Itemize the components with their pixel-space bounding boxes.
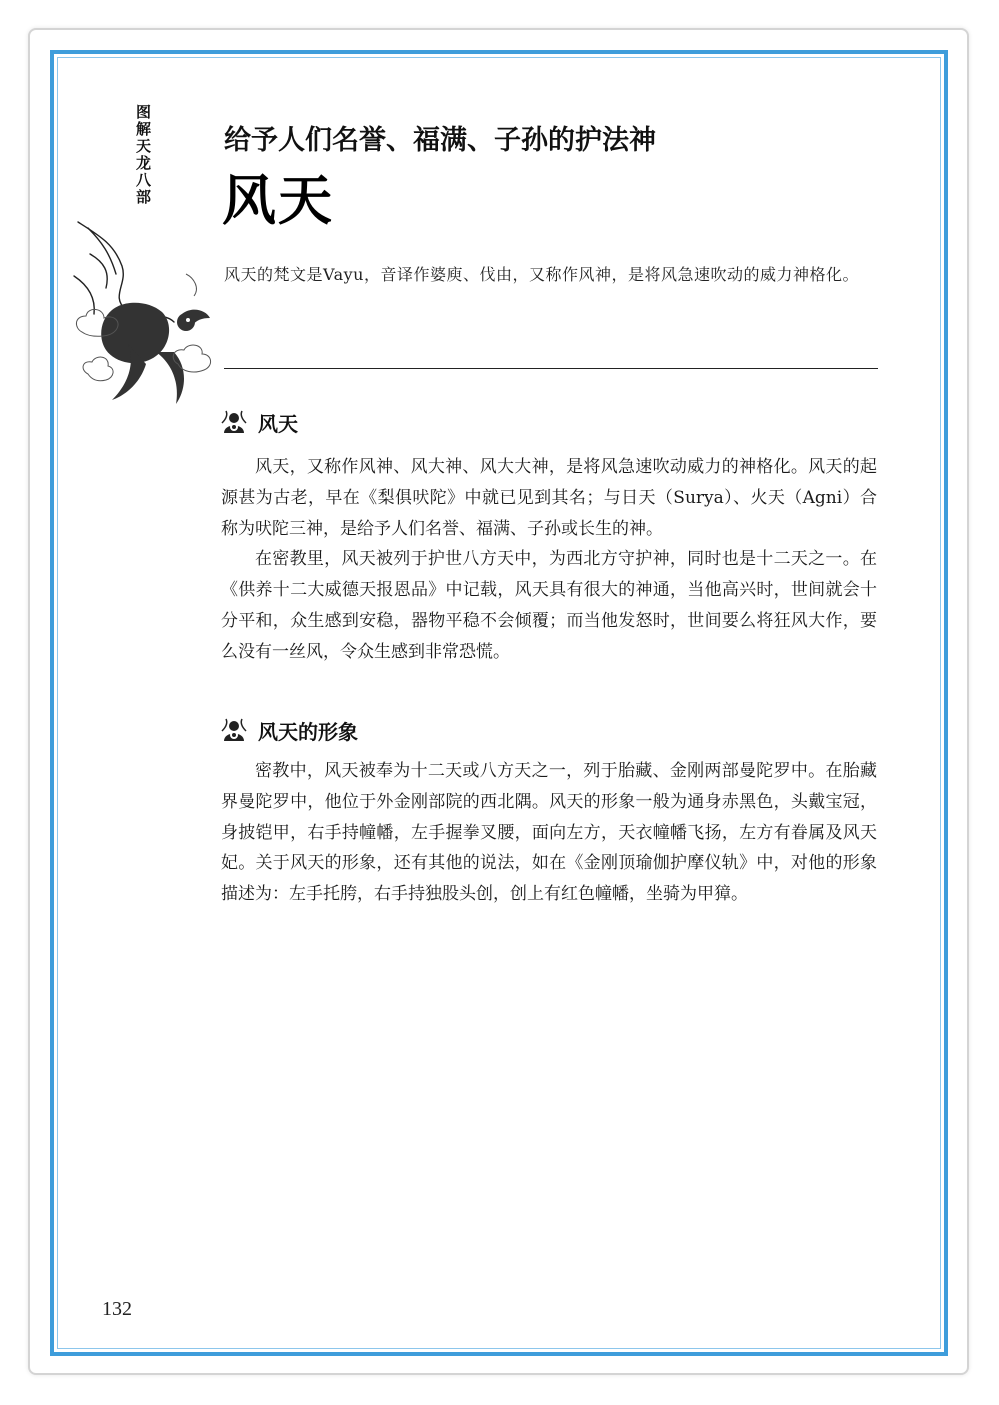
- section-heading-label: 风天的形象: [258, 720, 358, 744]
- body-paragraph: 在密教里，风天被列于护世八方天中，为西北方守护神，同时也是十二天之一。在《供养十二大威德天报恩品》中记载，风天具有很大的神通，当他高兴时，世间就会十分平和，众生感到安稳，器物平稳不会倾覆；而当他发怒时，世间要么将狂风大作，要么没有一丝风，令众生感到非常恐慌。: [221, 549, 877, 662]
- body-paragraph: 风天，又称作风神、风大神、风大大神，是将风急速吹动威力的神格化。风天的起源甚为古老，早在《梨俱吠陀》中就已见到其名；与日天（Surya）、火天（Agni）合称为吠陀三神，是给予人们名誉、福满、子孙或长生的神。: [221, 457, 877, 539]
- section-heading-image: [220, 716, 358, 745]
- section-divider: [224, 368, 878, 369]
- section-body-image: [221, 756, 877, 910]
- chapter-title: 风天: [222, 168, 334, 232]
- section-heading-fengtian: [220, 408, 298, 437]
- buddha-ornament-icon: [220, 717, 248, 745]
- chapter-subtitle: 给予人们名誉、福满、子孙的护法神: [224, 125, 656, 156]
- book-side-title: 图解天龙八部: [134, 104, 152, 206]
- dragon-illustration: [70, 214, 220, 414]
- buddha-ornament-icon: [220, 409, 248, 437]
- intro-paragraph: 风天的梵文是Vayu，音译作婆庾、伐由，又称作风神，是将风急速吹动的威力神格化。: [224, 265, 859, 284]
- section-heading-label: 风天: [258, 412, 298, 436]
- section-body-fengtian: [221, 452, 877, 668]
- body-paragraph: 密教中，风天被奉为十二天或八方天之一，列于胎藏、金刚两部曼陀罗中。在胎藏界曼陀罗中，他位于外金刚部院的西北隅。风天的形象一般为通身赤黑色，头戴宝冠，身披铠甲，右手持幢幡，左手握拳叉腰，面向左方，天衣幢幡飞扬，左方有眷属及风天妃。关于风天的形象，还有其他的说法，如在《金刚顶瑜伽护摩仪轨》中，对他的形象描述为：左手托胯，右手持独股头创，创上有红色幢幡，坐骑为甲獐。: [221, 761, 877, 905]
- page-number: 132: [102, 1298, 132, 1320]
